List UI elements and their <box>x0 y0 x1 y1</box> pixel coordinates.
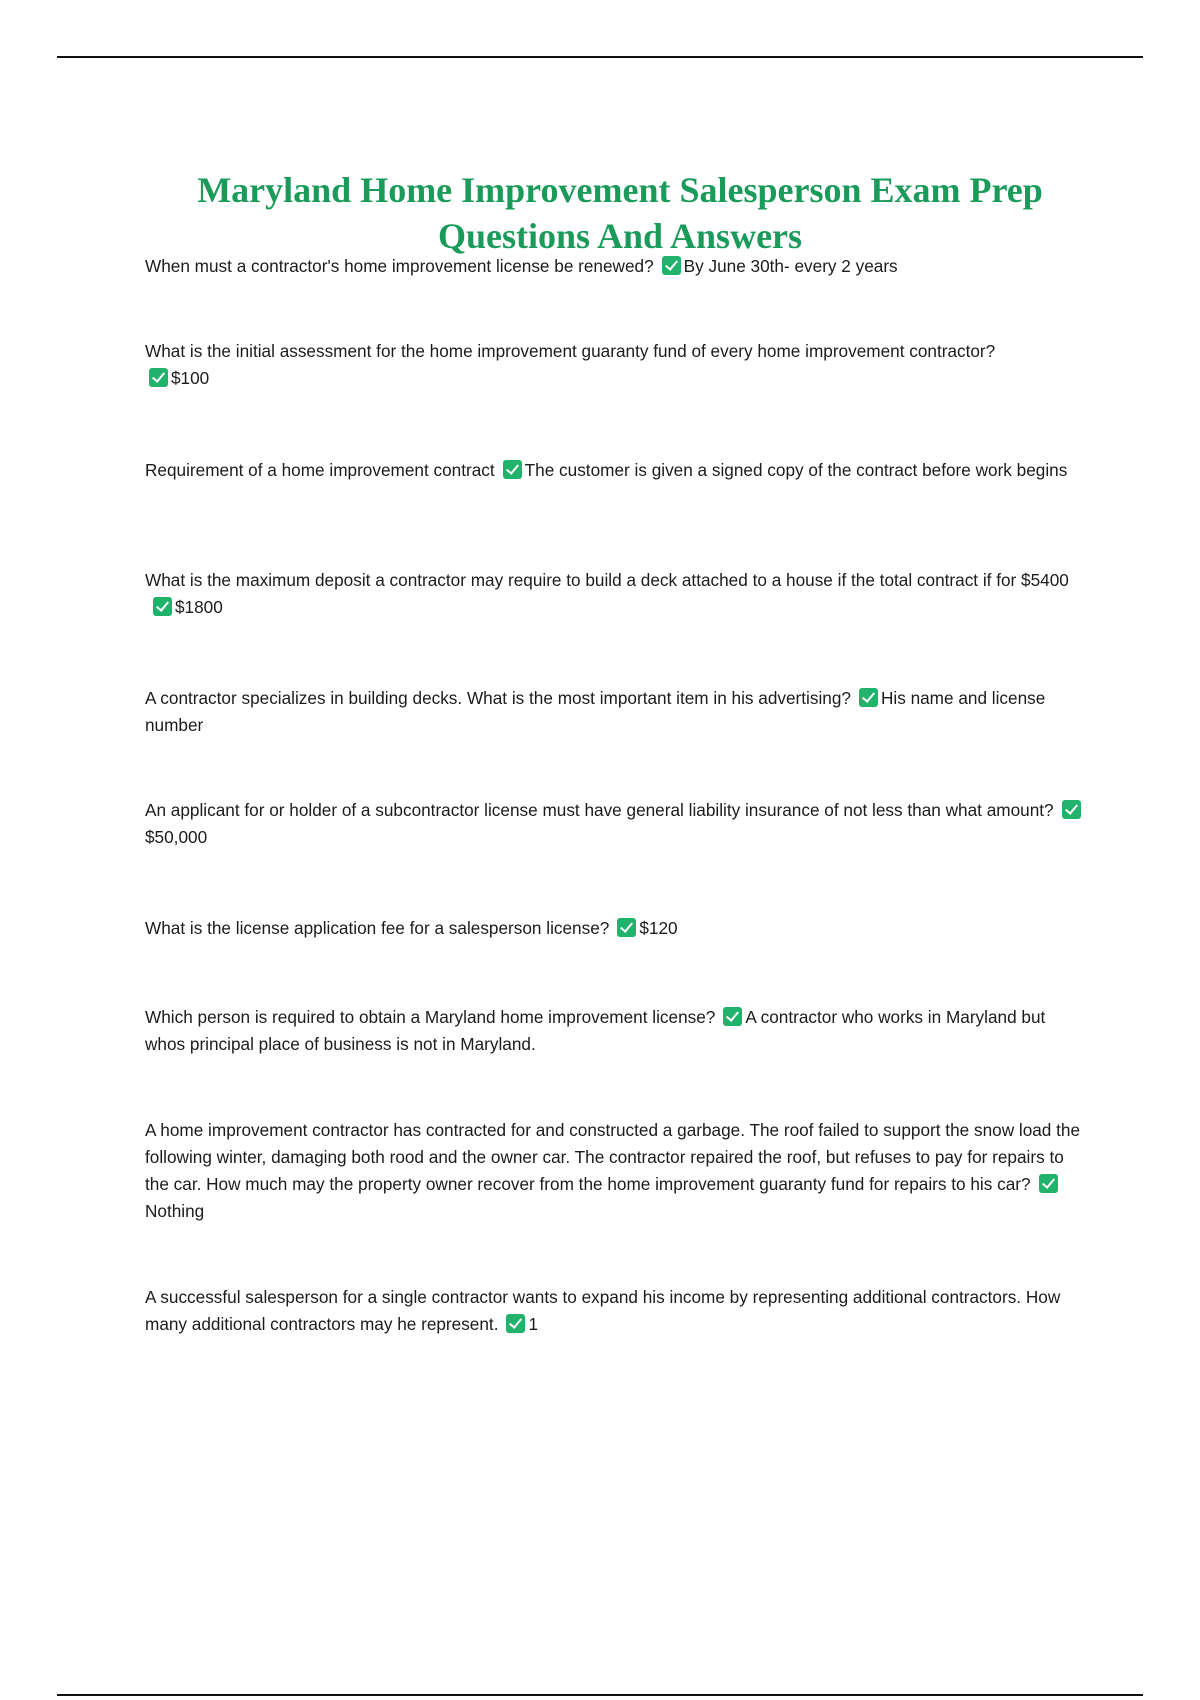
check-icon <box>662 256 681 275</box>
question-text: When must a contractor's home improvement license be renewed? <box>145 256 654 276</box>
question-text: A contractor specializes in building decks. What is the most important item in his advertising? <box>145 688 851 708</box>
check-icon <box>153 597 172 616</box>
answer-text: $120 <box>639 918 678 938</box>
qa-item-2 <box>145 338 1090 392</box>
question-text: What is the license application fee for a salesperson license? <box>145 918 610 938</box>
check-icon <box>859 688 878 707</box>
check-icon <box>149 368 168 387</box>
qa-item-3 <box>145 457 1090 484</box>
answer-text: $100 <box>171 368 210 388</box>
check-icon <box>1039 1174 1058 1193</box>
qa-item-4 <box>145 567 1090 621</box>
question-text: What is the initial assessment for the home improvement guaranty fund of every home improvement contractor? <box>145 341 996 361</box>
qa-item-10 <box>145 1284 1090 1338</box>
answer-text: $50,000 <box>145 827 208 847</box>
question-text: What is the maximum deposit a contractor may require to build a deck attached to a house if the total contract if for $5400 <box>145 570 1069 590</box>
check-icon <box>503 460 522 479</box>
check-icon <box>617 918 636 937</box>
answer-text: His name and license number <box>145 688 1046 735</box>
question-text: Which person is required to obtain a Maryland home improvement license? <box>145 1007 716 1027</box>
qa-item-7 <box>145 915 1090 942</box>
answer-text: A contractor who works in Maryland but whos principal place of business is not in Maryland. <box>145 1007 1046 1054</box>
answer-text: Nothing <box>145 1201 205 1221</box>
question-text: Requirement of a home improvement contract <box>145 460 495 480</box>
top-rule <box>57 56 1143 58</box>
bottom-rule <box>57 1694 1143 1696</box>
check-icon <box>1062 800 1081 819</box>
qa-item-1 <box>145 253 1090 280</box>
qa-item-5 <box>145 685 1090 739</box>
question-text: A successful salesperson for a single contractor wants to expand his income by representing additional contractors. How many additional contractors may he represent. <box>145 1287 1061 1334</box>
check-icon <box>723 1007 742 1026</box>
answer-text: By June 30th- every 2 years <box>683 256 898 276</box>
answer-text: The customer is given a signed copy of the contract before work begins <box>524 460 1068 480</box>
check-icon <box>506 1314 525 1333</box>
qa-item-9 <box>145 1117 1090 1225</box>
question-text: An applicant for or holder of a subcontractor license must have general liability insurance of not less than what amount? <box>145 800 1054 820</box>
question-text: A home improvement contractor has contracted for and constructed a garbage. The roof failed to support the snow load the following winter, damaging both rood and the owner car. The contractor repaired the roof, but refuses to pay for repairs to the car. How much may the property owner recover from the home improvement guaranty fund for repairs to his car? <box>145 1120 1081 1194</box>
qa-item-6 <box>145 797 1090 851</box>
page-title: Maryland Home Improvement Salesperson Exam Prep Questions And Answers <box>197 170 1043 257</box>
qa-item-8 <box>145 1004 1090 1058</box>
answer-text: 1 <box>528 1314 539 1334</box>
answer-text: $1800 <box>175 597 223 617</box>
